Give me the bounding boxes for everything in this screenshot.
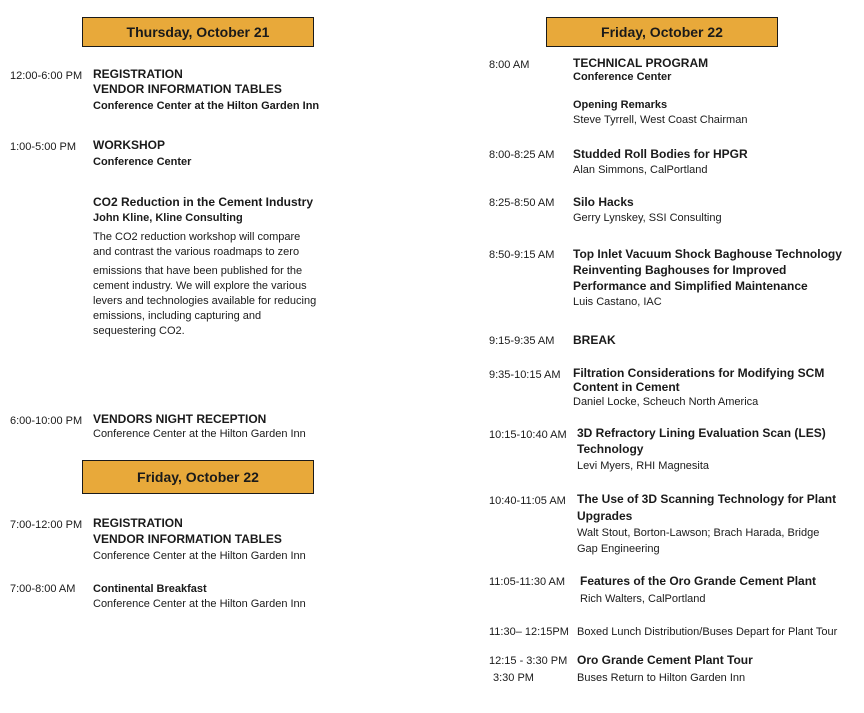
session-title: 3D Refractory Lining Evaluation Scan (LES) xyxy=(577,426,826,440)
co2-description-line: and contrast the various roadmaps to zero xyxy=(93,246,300,258)
plant-tour-title: Oro Grande Cement Plant Tour xyxy=(577,653,753,667)
session-title: Performance and Simplified Maintenance xyxy=(573,279,808,293)
co2-description-line: sequestering CO2. xyxy=(93,325,185,337)
co2-description-line: cement industry. We will explore the various xyxy=(93,280,307,292)
session-speaker: Gap Engineering xyxy=(577,543,660,555)
time-1015-1040: 10:15-10:40 AM xyxy=(489,429,567,441)
session-title: Upgrades xyxy=(577,509,633,523)
vendors-night-title: VENDORS NIGHT RECEPTION xyxy=(93,412,267,426)
co2-description-line: The CO2 reduction workshop will compare xyxy=(93,231,301,243)
workshop-title: WORKSHOP xyxy=(93,138,165,152)
time-vendors-night: 6:00-10:00 PM xyxy=(10,415,83,427)
friday-banner-right: Friday, October 22 xyxy=(546,17,778,47)
co2-description-line: emissions, including capturing and xyxy=(93,310,262,322)
time-1105-1130: 11:05-11:30 AM xyxy=(489,576,566,588)
thursday-banner: Thursday, October 21 xyxy=(82,17,314,47)
session-speaker: Walt Stout, Borton-Lawson; Brach Harada, Bridge xyxy=(577,527,820,539)
time-breakfast: 7:00-8:00 AM xyxy=(10,583,76,595)
time-fri-registration: 7:00-12:00 PM xyxy=(10,519,83,531)
session-title: Top Inlet Vacuum Shock Baghouse Technology xyxy=(573,247,842,261)
break-title: BREAK xyxy=(573,333,616,347)
opening-remarks-title: Opening Remarks xyxy=(573,99,668,111)
session-speaker: Rich Walters, CalPortland xyxy=(580,593,706,605)
fri-vendor-tables: VENDOR INFORMATION TABLES xyxy=(93,532,282,546)
time-break: 9:15-9:35 AM xyxy=(489,335,555,347)
buses-return-title: Buses Return to Hilton Garden Inn xyxy=(577,672,746,684)
session-speaker: Levi Myers, RHI Magnesita xyxy=(577,460,710,472)
time-plant-tour: 12:15 - 3:30 PM xyxy=(489,655,568,667)
co2-speaker: John Kline, Kline Consulting xyxy=(93,212,243,224)
session-speaker: Daniel Locke, Scheuch North America xyxy=(573,396,759,408)
fri-registration-title: REGISTRATION xyxy=(93,516,183,530)
time-935-1015: 9:35-10:15 AM xyxy=(489,369,561,381)
session-title: The Use of 3D Scanning Technology for Plant xyxy=(577,492,837,506)
breakfast-location: Conference Center at the Hilton Garden Inn xyxy=(93,598,306,610)
session-title: Studded Roll Bodies for HPGR xyxy=(573,147,748,161)
time-850-915: 8:50-9:15 AM xyxy=(489,249,555,261)
time-workshop: 1:00-5:00 PM xyxy=(10,141,77,153)
fri-registration-location: Conference Center at the Hilton Garden Inn xyxy=(93,550,306,562)
co2-session-title: CO2 Reduction in the Cement Industry xyxy=(93,195,314,209)
time-8am: 8:00 AM xyxy=(489,59,530,71)
time-825-850: 8:25-8:50 AM xyxy=(489,197,555,209)
session-title: Content in Cement xyxy=(573,380,680,394)
time-thu-registration: 12:00-6:00 PM xyxy=(10,70,83,82)
workshop-location: Conference Center xyxy=(93,156,192,168)
time-1040-1105: 10:40-11:05 AM xyxy=(489,495,566,507)
time-lunch: 11:30– 12:15PM xyxy=(489,626,569,638)
technical-program-location: Conference Center xyxy=(573,71,672,83)
session-title: Features of the Oro Grande Cement Plant xyxy=(580,574,817,588)
session-title: Reinventing Baghouses for Improved xyxy=(573,263,787,277)
technical-program-title: TECHNICAL PROGRAM xyxy=(573,56,709,70)
time-buses-return: 3:30 PM xyxy=(493,672,534,684)
friday-banner-left: Friday, October 22 xyxy=(82,460,314,494)
session-title: Technology xyxy=(577,442,644,456)
thu-vendor-tables: VENDOR INFORMATION TABLES xyxy=(93,82,282,96)
session-title: Filtration Considerations for Modifying SCM xyxy=(573,366,825,380)
session-speaker: Alan Simmons, CalPortland xyxy=(573,164,708,176)
time-8-825: 8:00-8:25 AM xyxy=(489,149,555,161)
thu-registration-title: REGISTRATION xyxy=(93,67,183,81)
session-speaker: Gerry Lynskey, SSI Consulting xyxy=(573,212,722,224)
session-speaker: Luis Castano, IAC xyxy=(573,296,662,308)
co2-description-line: emissions that have been published for the xyxy=(93,265,303,277)
co2-description-line: levers and technologies available for reducing xyxy=(93,295,317,307)
lunch-title: Boxed Lunch Distribution/Buses Depart for Plant Tour xyxy=(577,626,838,638)
thu-registration-location: Conference Center at the Hilton Garden Inn xyxy=(93,100,320,112)
opening-remarks-speaker: Steve Tyrrell, West Coast Chairman xyxy=(573,114,748,126)
session-title: Silo Hacks xyxy=(573,195,634,209)
breakfast-title: Continental Breakfast xyxy=(93,583,207,595)
vendors-night-location: Conference Center at the Hilton Garden Inn xyxy=(93,428,306,440)
